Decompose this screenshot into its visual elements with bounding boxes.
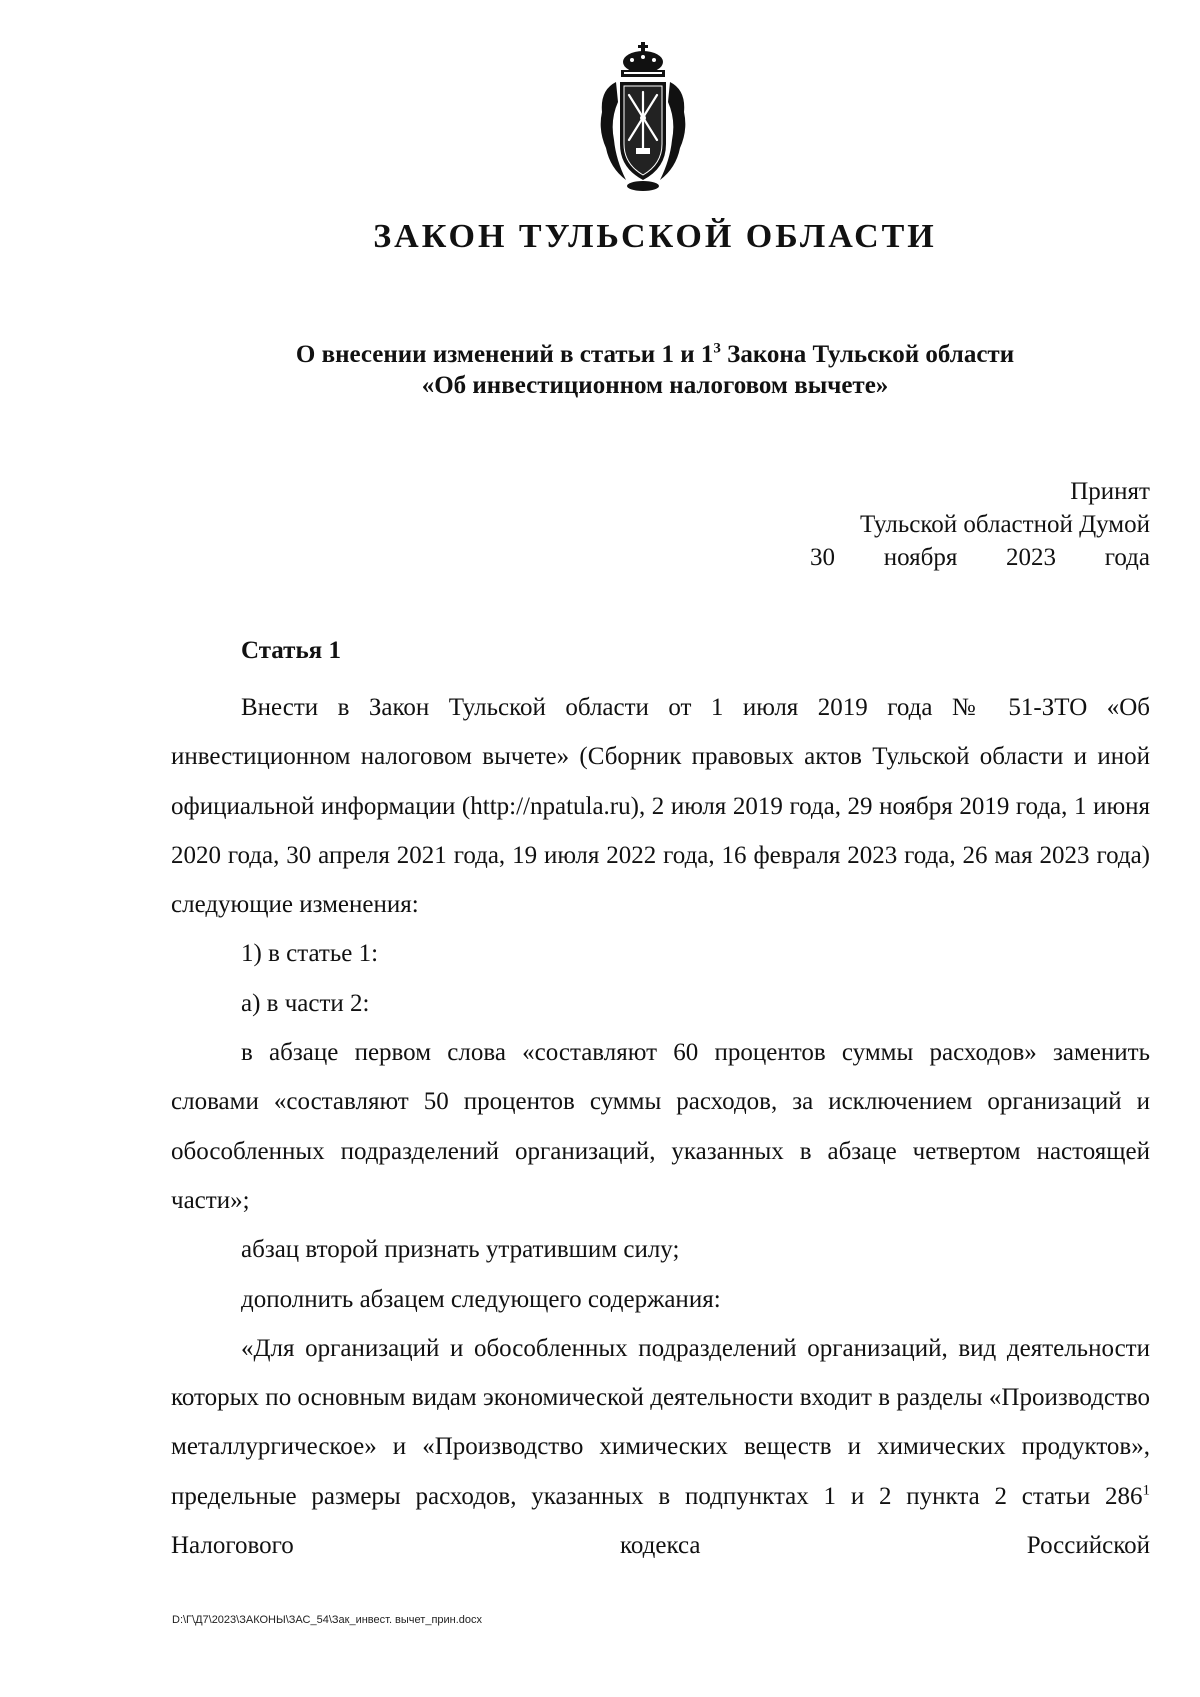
- adoption-body: Тульской областной Думой: [859, 511, 1150, 538]
- footer-file-path: D:\Г\Д7\2023\ЗАКОНЫ\ЗАС_54\Зак_инвест. вычет_прин.docx: [172, 1614, 483, 1626]
- last-paragraph-prefix: «Для организаций и обособленных подразделений организаций, вид деятельности которых по основным видам экономической деятельности входит в разделы «Производство металлургическое» и «Производство химических веществ и химических продуктов», предельные размеры расходов, указанных в подпунктах 1 и 2 пункта 2 статьи 286: [171, 1334, 1150, 1510]
- article-paragraph: а) в части 2:: [241, 989, 370, 1017]
- subject-line1-superscript: 3: [713, 340, 721, 357]
- article-heading: Статья 1: [241, 637, 341, 664]
- article-body: [171, 683, 1150, 1570]
- article-paragraph: дополнить абзацем следующего содержания:: [241, 1285, 721, 1313]
- adoption-day: 30: [810, 544, 835, 571]
- adoption-month: ноября: [883, 544, 958, 571]
- article-paragraph: в абзаце первом слова «составляют 60 процентов суммы расходов» заменить словами «составляют 50 процентов суммы расходов, за исключением организаций и обособленных подразделений организаций, указанных в абзаце четвертом настоящей части»;: [171, 1039, 1150, 1214]
- article-paragraph-continued: [171, 1324, 1150, 1570]
- subject-line2: «Об инвестиционном налоговом вычете»: [421, 372, 889, 399]
- adoption-year: 2023: [1006, 544, 1057, 571]
- article-paragraph: абзац второй признать утратившим силу;: [241, 1236, 680, 1264]
- adoption-accepted: Принят: [1070, 478, 1150, 505]
- last-paragraph-suffix: Налогового кодекса Российской: [171, 1532, 1150, 1560]
- law-title: ЗАКОН ТУЛЬСКОЙ ОБЛАСТИ: [373, 218, 937, 255]
- article-paragraph: 1) в статье 1:: [241, 940, 379, 968]
- subject-line1-prefix: О внесении изменений в статьи 1 и 1: [295, 341, 714, 368]
- law-subject: [200, 339, 1110, 401]
- subject-line1-suffix: Закона Тульской области: [720, 341, 1015, 368]
- last-paragraph-superscript: 1: [1142, 1482, 1150, 1499]
- adoption-year-word: года: [1104, 544, 1150, 571]
- article-paragraph: Внести в Закон Тульской области от 1 июля 2019 года № 51-ЗТО «Об инвестиционном налоговом вычете» (Сборник правовых актов Тульской области и иной официальной информации (http://npatula.ru), 2 июля 2019 года, 29 ноября 2019 года, 1 июня 2020 года, 30 апреля 2021 года, 19 июля 2022 года, 16 февраля 2023 года, 26 мая 2023 года) следующие изменения:: [171, 694, 1150, 919]
- tula-coat-of-arms-icon: [596, 40, 690, 192]
- adoption-block: [810, 475, 1150, 574]
- adoption-date: [810, 541, 1150, 574]
